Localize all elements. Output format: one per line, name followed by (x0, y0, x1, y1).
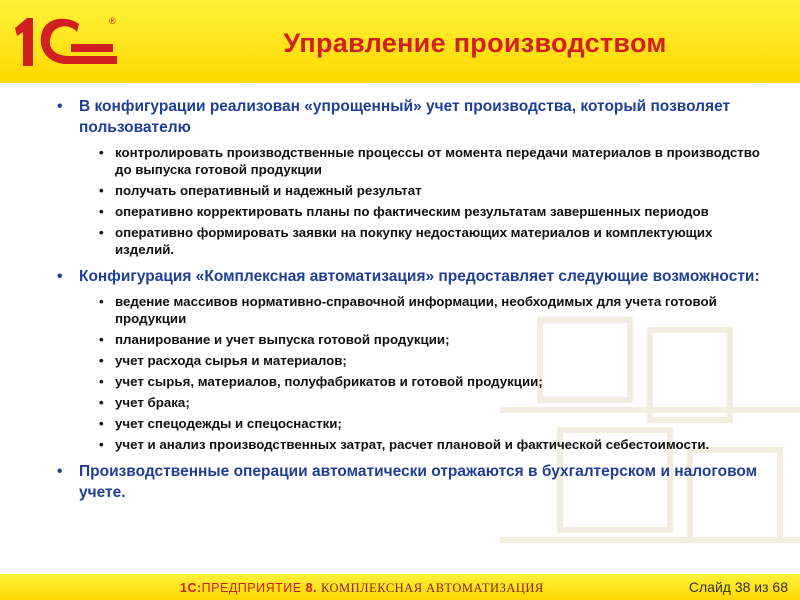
main-bullet-1 (53, 96, 763, 258)
sub-bullet: • учет расхода сырья и материалов; (99, 353, 347, 368)
svg-text:1С: 1С (9, 10, 11, 11)
main-bullet-text: В конфигурации реализован «упрощенный» учет производства, который позволяет пользователю (79, 98, 731, 136)
main-bullet-2 (53, 266, 763, 453)
sub-bullet: • получать оперативный и надежный результат (99, 183, 422, 198)
bullet-icon: • (99, 332, 104, 347)
sub-bullet: • оперативно формировать заявки на покупку недостающих материалов и комплектующих изделий. (99, 225, 713, 257)
header-band (0, 0, 800, 83)
bullet-icon: • (99, 204, 104, 219)
bullet-icon: • (57, 268, 63, 285)
sub-bullet: • учет спецодежды и спецоснастки; (99, 416, 342, 431)
sub-bullet: • оперативно корректировать планы по фактическим результатам завершенных периодов (99, 204, 709, 219)
sub-list-2 (79, 293, 763, 453)
bullet-icon: • (99, 416, 104, 431)
bullet-icon: • (99, 183, 104, 198)
bullet-content (53, 96, 763, 511)
main-bullet-text: Конфигурация «Комплексная автоматизация» предоставляет следующие возможности: (79, 268, 760, 285)
bullet-icon: • (57, 98, 63, 115)
1c-logo (9, 10, 125, 70)
main-bullet-3 (53, 461, 763, 503)
sub-list-1 (79, 144, 763, 258)
sub-bullet: • учет и анализ производственных затрат, расчет плановой и фактической себестоимости. (99, 437, 710, 452)
footer-brand: 1С:ПРЕДПРИЯТИЕ 8. КОМПЛЕКСНАЯ АВТОМАТИЗАЦИЯ (180, 581, 544, 595)
bullet-icon: • (99, 145, 104, 160)
sub-bullet: • учет брака; (99, 395, 190, 410)
sub-bullet: • планирование и учет выпуска готовой продукции; (99, 332, 450, 347)
bullet-icon: • (99, 225, 104, 240)
bullet-icon: • (57, 463, 63, 480)
bullet-icon: • (99, 294, 104, 309)
sub-bullet: • контролировать производственные процессы от момента передачи материалов в производство до выпуска готовой продукции (99, 145, 760, 177)
page-title: Управление производством (283, 28, 667, 58)
slide-number: Слайд 38 из 68 (688, 579, 788, 595)
sub-bullet: • учет сырья, материалов, полуфабрикатов и готовой продукции; (99, 374, 543, 389)
bullet-icon: • (99, 395, 104, 410)
sub-bullet: • ведение массивов нормативно-справочной информации, необходимых для учета готовой продукции (99, 294, 717, 326)
svg-text:®: ® (109, 16, 116, 26)
bullet-icon: • (99, 374, 104, 389)
footer-band (0, 574, 800, 600)
bullet-icon: • (99, 437, 104, 452)
main-bullet-text: Производственные операции автоматически отражаются в бухгалтерском и налоговом учете. (79, 463, 758, 501)
bullet-icon: • (99, 353, 104, 368)
